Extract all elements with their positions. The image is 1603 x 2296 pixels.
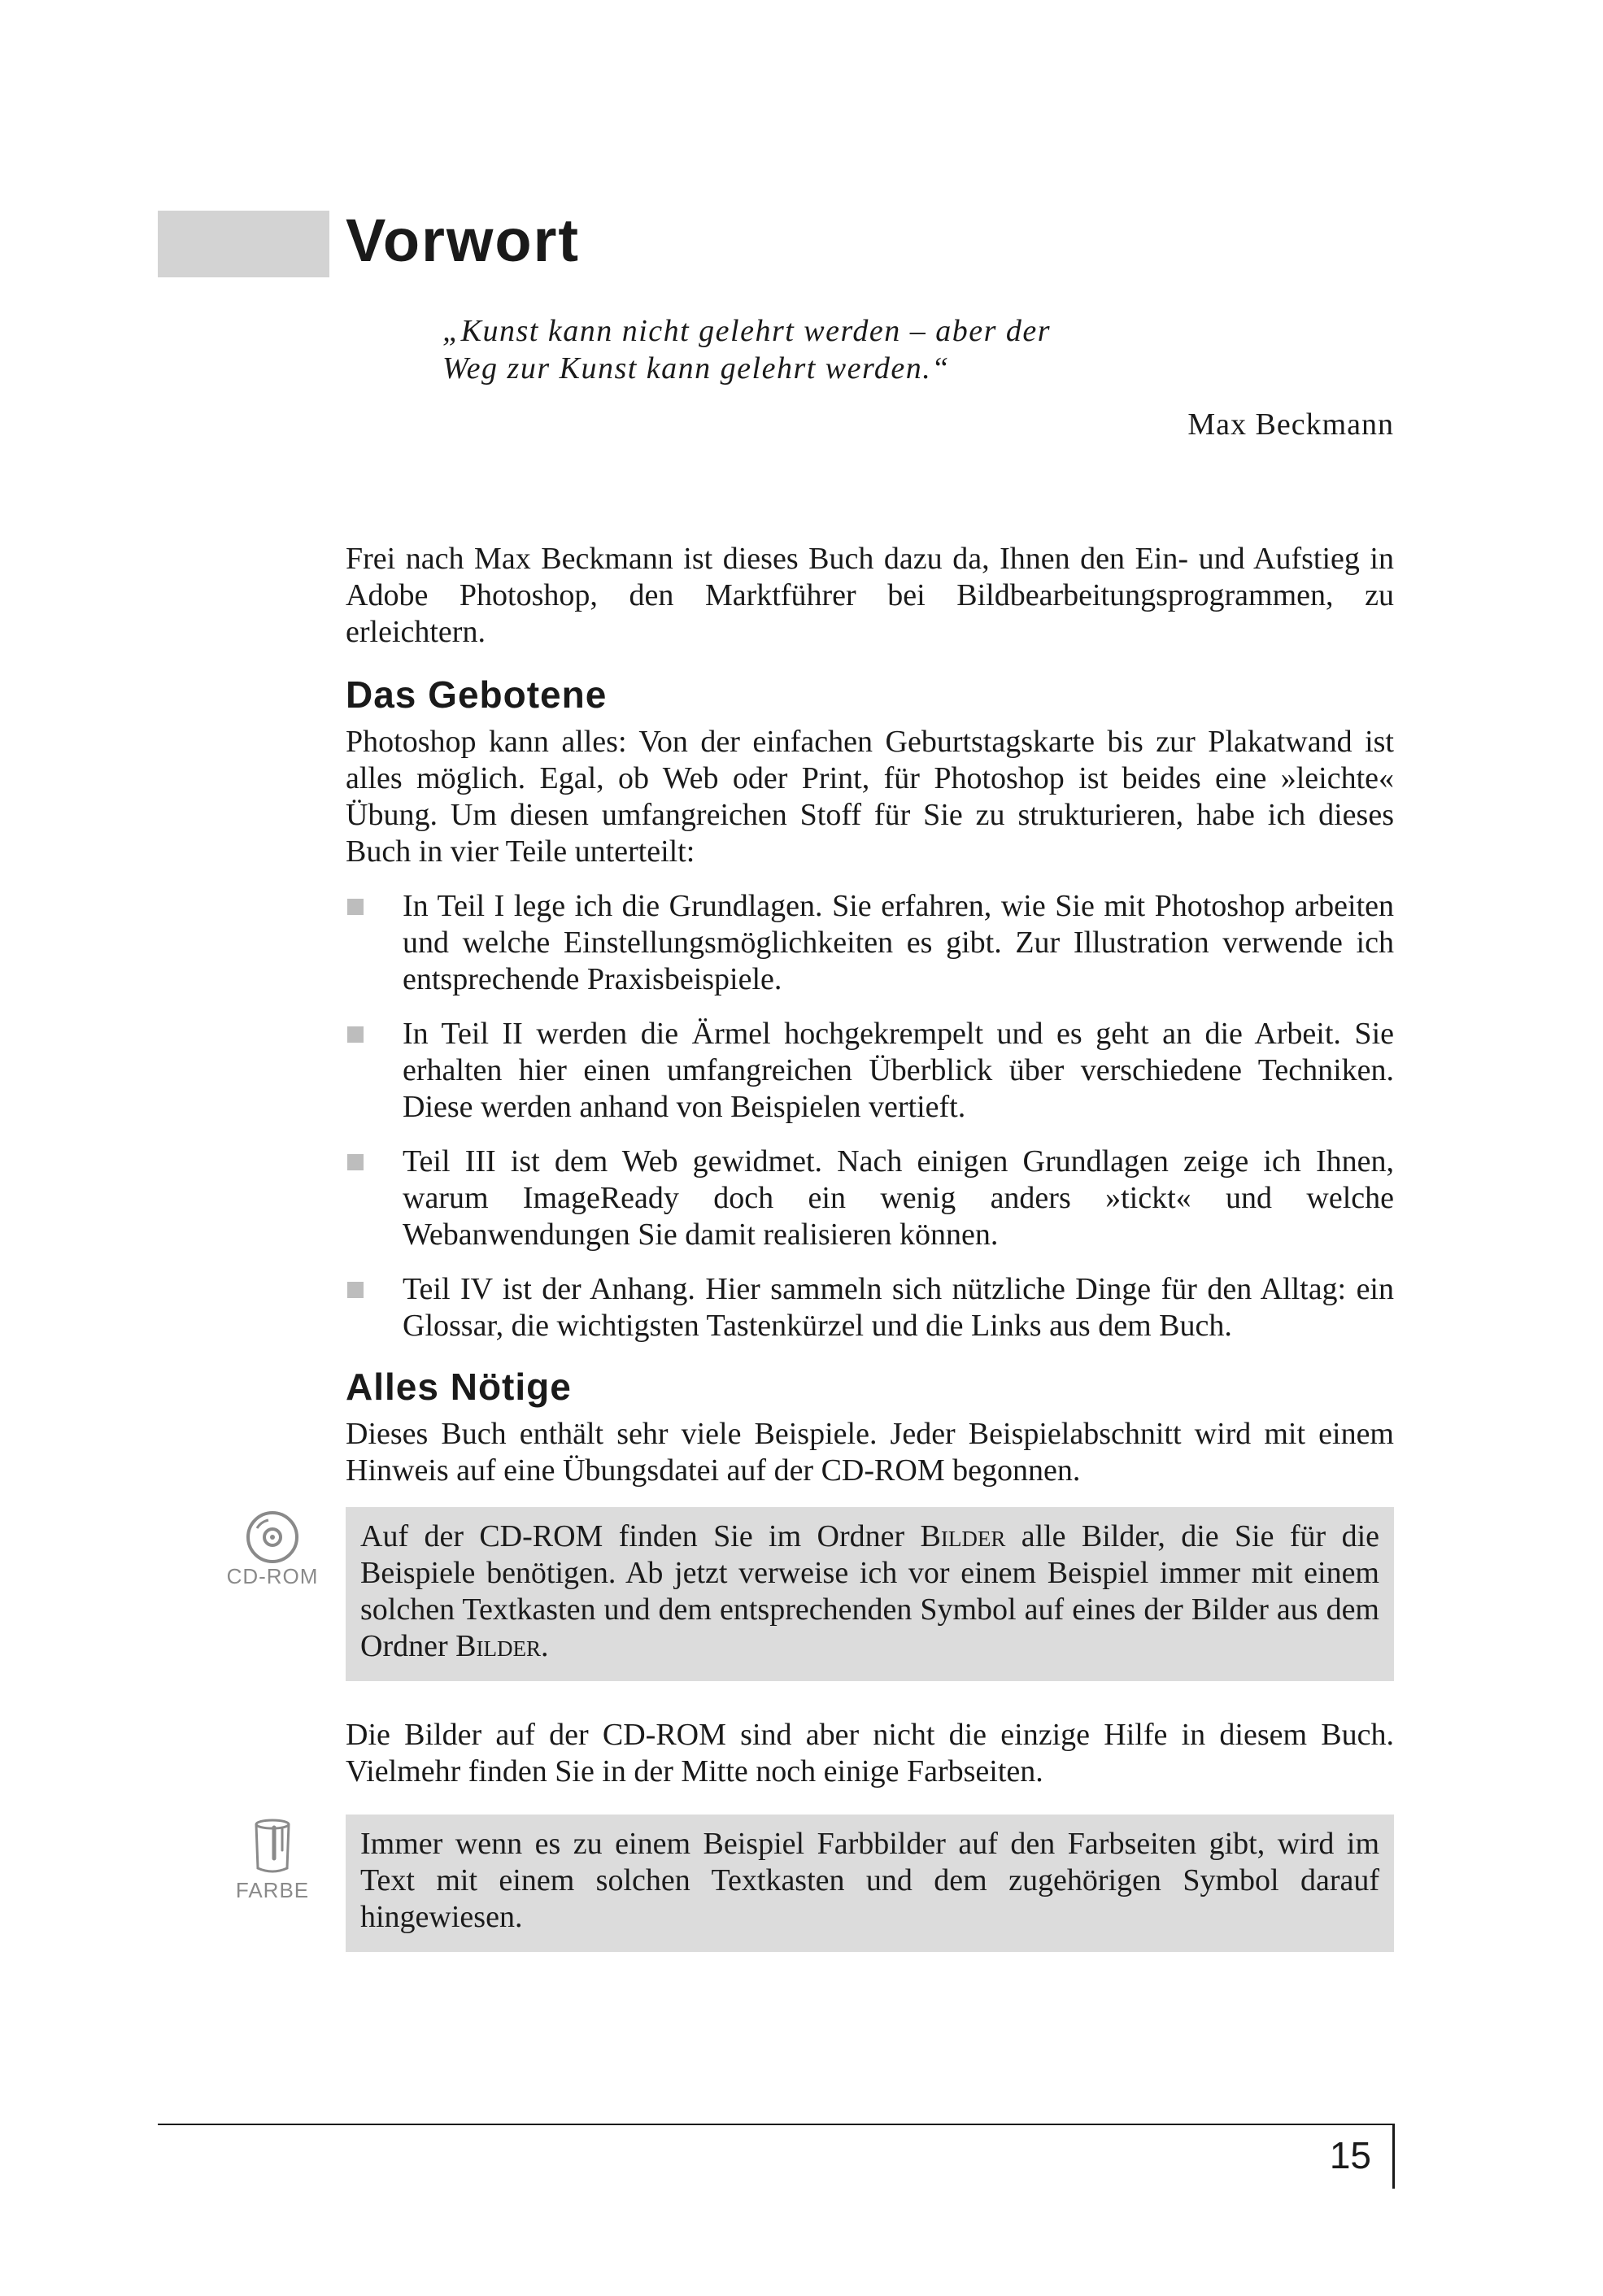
cd-note-text-start: Auf der CD-ROM finden Sie im Ordner [360,1519,921,1553]
chapter-title: Vorwort [346,207,581,274]
cd-rom-note-box [346,1507,1394,1681]
epigraph-line-2: Weg zur Kunst kann gelehrt werden.“ [442,351,950,386]
list-item [346,1271,1394,1344]
list-item-text: Teil III ist dem Web gewidmet. Nach einigen Grundlagen zeige ich Ihnen, warum ImageReady doch ein wenig anders »tickt« und welche Webanwendungen Sie damit realisieren können. [403,1144,1394,1252]
bullet-square-icon [347,1026,364,1043]
list-item-text: In Teil II werden die Ärmel hochgekrempelt und es geht an die Arbeit. Sie erhalten hier einen umfangreichen Überblick über verschiedene Techniken. Diese werden anhand von Beispielen vertieft. [403,1017,1394,1124]
color-marker [216,1818,329,1902]
section-gebotene-paragraph: Photoshop kann alles: Von der einfachen Geburtstagskarte bis zur Plakatwand ist alles möglich. Egal, ob Web oder Print, für Photoshop ist beides eine »leichte« Übung. Um diesen umfangreichen Stoff für Sie zu strukturieren, habe ich dieses Buch in vier Teile unterteilt: [346,725,1394,869]
list-item-text: In Teil I lege ich die Grundlagen. Sie erfahren, wie Sie mit Photoshop arbeiten und welche Einstellungsmöglichkeiten es gibt. Zur Illustration verwende ich entsprechende Praxisbeispiele. [403,889,1394,996]
section-heading-gebotene: Das Gebotene [346,673,608,716]
color-note-box: Immer wenn es zu einem Beispiel Farbbilder auf den Farbseiten gibt, wird im Text mit einem solchen Textkasten und dem zugehörigen Symbol darauf hingewiesen. [346,1815,1394,1952]
cd-note-text-end: . [540,1629,549,1663]
footer-vertical-rule [1392,2124,1395,2189]
list-item [346,1144,1394,1253]
chapter-marker-block [158,211,329,277]
intro-paragraph: Frei nach Max Beckmann ist dieses Buch dazu da, Ihnen den Ein- und Aufstieg in Adobe Photoshop, den Marktführer bei Bildbearbeitungsprogrammen, zu erleichtern. [346,542,1394,649]
cd-rom-note [226,1507,1394,1681]
bullet-square-icon [347,1154,364,1170]
main-content [226,541,1394,1952]
cd-rom-label: CD-ROM [226,1564,319,1588]
folder-name-bilder: Bilder [920,1519,1006,1553]
footer-rule [158,2124,1394,2125]
epigraph-author: Max Beckmann [1187,407,1394,442]
section-heading-alles-noetige: Alles Nötige [346,1366,572,1408]
section-noetige-paragraph-2: Die Bilder auf der CD-ROM sind aber nicht die einzige Hilfe in diesem Buch. Vielmehr finden Sie in der Mitte noch einige Farbseiten. [346,1718,1394,1788]
list-item-text: Teil IV ist der Anhang. Hier sammeln sich nützliche Dinge für den Alltag: ein Glossar, die wichtigsten Tastenkürzel und die Links aus dem Buch. [403,1272,1394,1343]
parts-list [346,888,1394,1344]
list-item [346,1016,1394,1126]
section-noetige-paragraph: Dieses Buch enthält sehr viele Beispiele. Jeder Beispielabschnitt wird mit einem Hinweis auf eine Übungsdatei auf der CD-ROM begonnen. [346,1417,1394,1488]
list-item [346,888,1394,998]
cd-note-text-middle: alle Bilder, die Sie für die Beispiele benötigen. Ab jetzt verweise ich vor einem Beispiel immer mit einem solchen Textkasten und dem entsprechenden Symbol auf eines der Bilder aus dem Ordner [360,1519,1379,1663]
color-label: FARBE [235,1878,310,1902]
cd-rom-marker [216,1510,329,1588]
epigraph-line-1: „Kunst kann nicht gelehrt werden – aber der [442,314,1052,348]
bullet-square-icon [347,899,364,915]
paint-bucket-icon [250,1818,295,1878]
bullet-square-icon [347,1282,364,1298]
page-number: 15 [1329,2134,1371,2176]
color-note [235,1815,1394,1952]
epigraph-quote [442,312,1402,387]
folder-name-bilder-2: Bilder [455,1629,541,1663]
cd-rom-icon [246,1510,299,1564]
